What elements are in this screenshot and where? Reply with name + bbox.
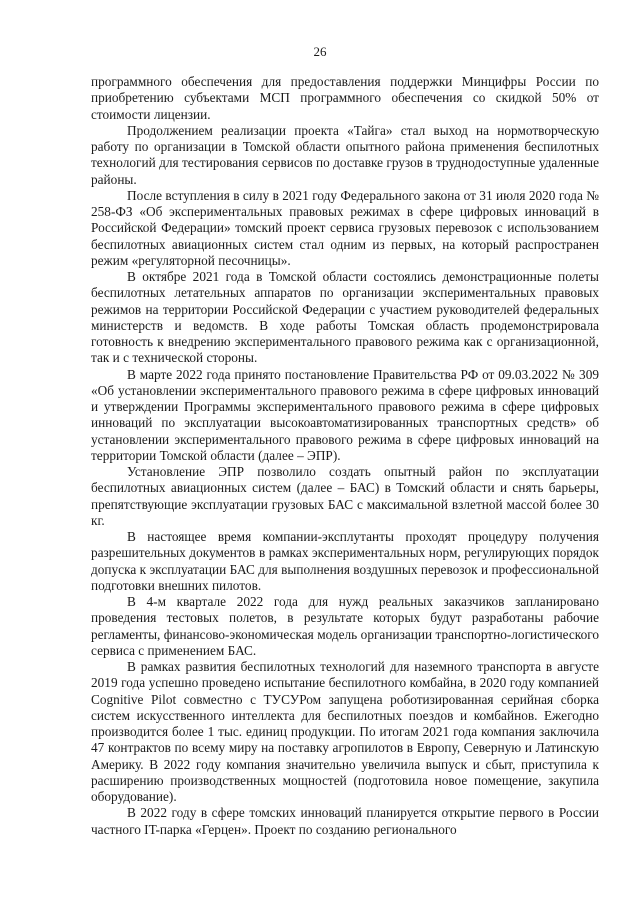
paragraph-october-2021: В октябре 2021 года в Томской области состоялись демонстрационные полеты беспилотных летательных аппаратов по организации экспериментальных правовых режимов на территории Российской Федерации с участием руководителей федеральных министерств и ведомств. В ходе работы Томская область продемонстрировала готовность к внедрению экспериментального правового режима как с организационной, так и с технической стороны. — [91, 269, 599, 366]
paragraph-continuation: программного обеспечения для предоставления поддержки Минцифры России по приобретению субъектами МСП программного обеспечения со скидкой 50% от стоимости лицензии. — [91, 74, 599, 122]
paragraph-march-2022: В марте 2022 года принято постановление Правительства РФ от 09.03.2022 № 309 «Об установлении экспериментального правового режима в сфере цифровых инноваций и утверждении Программы экспериментального правового режима в сфере цифровых инноваций по эксплуатации высокоавтоматизированных транспортных средств» об установлении экспериментального правового режима в сфере цифровых инноваций на территории Томской области (далее – ЭПР). — [91, 366, 599, 463]
page-number: 26 — [313, 44, 327, 59]
paragraph-operators: В настоящее время компании-эксплутанты проходят процедуру получения разрешительных документов в рамках экспериментальных норм, регулирующих порядок допуска к эксплуатации БАС для выполнения воздушных перевозок и профессиональной подготовки внешних пилотов. — [91, 529, 599, 593]
paragraph-taiga-project: Продолжением реализации проекта «Тайга» стал выход на нормотворческую работу по организации в Томской области опытного района применения беспилотных технологий для тестирования сервисов по доставке грузов в труднодоступные удаленные районы. — [91, 122, 599, 187]
paragraph-federal-law: После вступления в силу в 2021 году Федерального закона от 31 июля 2020 года № 258-ФЗ «Об экспериментальных правовых режимах в сфере цифровых инноваций в Российской Федерации» томский проект сервиса грузовых перевозок с использованием беспилотных авиационных систем стал одним из первых, на который распространен режим «регуляторной песочницы». — [91, 187, 599, 268]
document-body — [91, 74, 599, 838]
paragraph-q4-2022: В 4-м квартале 2022 года для нужд реальных заказчиков запланировано проведения тестовых полетов, в результате которых будут разработаны рабочие регламенты, финансово-экономическая модель организации транспортно-логистического сервиса с применением БАС. — [91, 594, 599, 658]
paragraph-ground-transport: В рамках развития беспилотных технологий для наземного транспорта в августе 2019 года успешно проведено испытание беспилотного комбайна, в 2020 году компанией Cognitive Pilot совместно с ТУСУРом запущена роботизированная серийная сборка систем искусственного интеллекта для беспилотных поездов и комбайнов. Ежегодно производится более 1 тыс. единиц продукции. По итогам 2021 года компания заключила 47 контрактов по всему миру на поставку агропилотов в Европу, Северную и Латинскую Америку. В 2022 году компания значительно увеличила выпуск и сбыт, приступила к расширению производственных мощностей (подготовила новое помещение, закупила оборудование). — [91, 659, 599, 804]
paragraph-epr-establishment: Установление ЭПР позволило создать опытный район по эксплуатации беспилотных авиационных систем (далее – БАС) в Томский области и снять барьеры, препятствующие эксплуатации грузовых БАС с максимальной взлетной массой более 30 кг. — [91, 464, 599, 528]
paragraph-it-park: В 2022 году в сфере томских инноваций планируется открытие первого в России частного IT-парка «Герцен». Проект по созданию регионального — [91, 805, 599, 837]
